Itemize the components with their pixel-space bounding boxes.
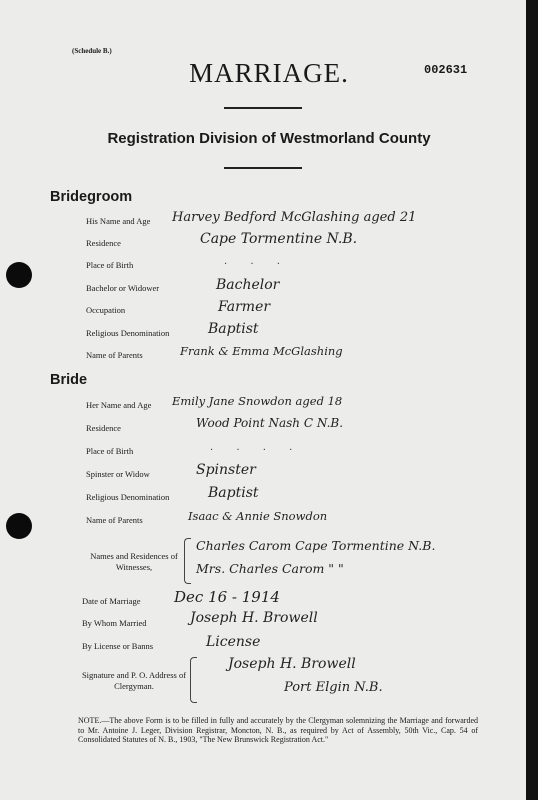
witness-1-value: Charles Carom Cape Tormentine N.B. (196, 538, 436, 553)
signature-label: Signature and P. O. Address of Clergyman. (81, 670, 187, 691)
groom-religion-label: Religious Denomination (86, 328, 170, 338)
marriage-date-label: Date of Marriage (82, 596, 141, 606)
signature-bracket (190, 657, 197, 703)
bride-religion-label: Religious Denomination (86, 492, 170, 502)
title-rule (224, 107, 302, 109)
form-title: MARRIAGE. (189, 58, 349, 88)
marriage-date-value: Dec 16 - 1914 (174, 588, 280, 606)
groom-occupation-value: Farmer (218, 299, 271, 315)
groom-residence-label: Residence (86, 238, 121, 248)
witnesses-bracket (184, 538, 191, 584)
bride-name-label: Her Name and Age (86, 400, 152, 410)
bride-heading: Bride (50, 372, 88, 388)
groom-parents-value: Frank & Emma McGlashing (180, 344, 343, 358)
bride-birth-label: Place of Birth (86, 446, 134, 456)
groom-birth-label: Place of Birth (86, 260, 134, 270)
groom-birth-ditto-marks: . . . (224, 256, 290, 267)
bride-birth-ditto-marks: . . . . (210, 442, 303, 453)
groom-status-value: Bachelor (216, 277, 280, 293)
groom-parents-label: Name of Parents (86, 350, 143, 360)
punch-hole-top (6, 262, 32, 288)
punch-hole-bottom (6, 513, 32, 539)
form-note: NOTE.—The above Form is to be filled in fully and accurately by the Clergyman solemnizing the Marriage and forwarded to Mr. Antoine J. Leger, Division Registrar, Moncton, N. B., as required by Act of Assembly, 50th Vic., Cap. 54 of Consolidated Statutes of N. B., 1903, "The New Brunswick Registration Act." (78, 716, 478, 744)
bride-status-label: Spinster or Widow (86, 469, 150, 479)
clergyman-address: Port Elgin N.B. (284, 680, 383, 695)
registration-division-heading: Registration Division of Westmorland County (107, 130, 431, 147)
license-banns-value: License (206, 634, 261, 650)
groom-religion-value: Baptist (208, 321, 259, 337)
groom-name-label: His Name and Age (86, 216, 151, 226)
serial-number: 002631 (424, 63, 468, 77)
bride-name-value: Emily Jane Snowdon aged 18 (172, 394, 343, 408)
groom-occupation-label: Occupation (86, 305, 126, 315)
officiant-value: Joseph H. Browell (190, 610, 318, 626)
groom-status-label: Bachelor or Widower (86, 283, 160, 293)
witness-2-value: Mrs. Charles Carom " " (196, 561, 344, 576)
groom-residence-value: Cape Tormentine N.B. (200, 231, 358, 247)
bride-parents-value: Isaac & Annie Snowdon (188, 509, 328, 523)
bride-residence-label: Residence (86, 423, 121, 433)
bridegroom-heading: Bridegroom (50, 189, 133, 205)
bride-religion-value: Baptist (208, 485, 259, 501)
groom-name-value: Harvey Bedford McGlashing aged 21 (172, 210, 417, 225)
officiant-label: By Whom Married (82, 618, 147, 628)
scan-edge (526, 0, 538, 800)
bride-status-value: Spinster (196, 462, 256, 478)
subtitle-rule (224, 167, 302, 169)
bride-parents-label: Name of Parents (86, 515, 143, 525)
bride-residence-value: Wood Point Nash C N.B. (196, 416, 344, 430)
clergyman-signature: Joseph H. Browell (228, 656, 356, 672)
witnesses-label: Names and Residences of Witnesses, (90, 551, 178, 572)
license-banns-label: By License or Banns (82, 641, 154, 651)
schedule-label: (Schedule B.) (72, 47, 112, 55)
